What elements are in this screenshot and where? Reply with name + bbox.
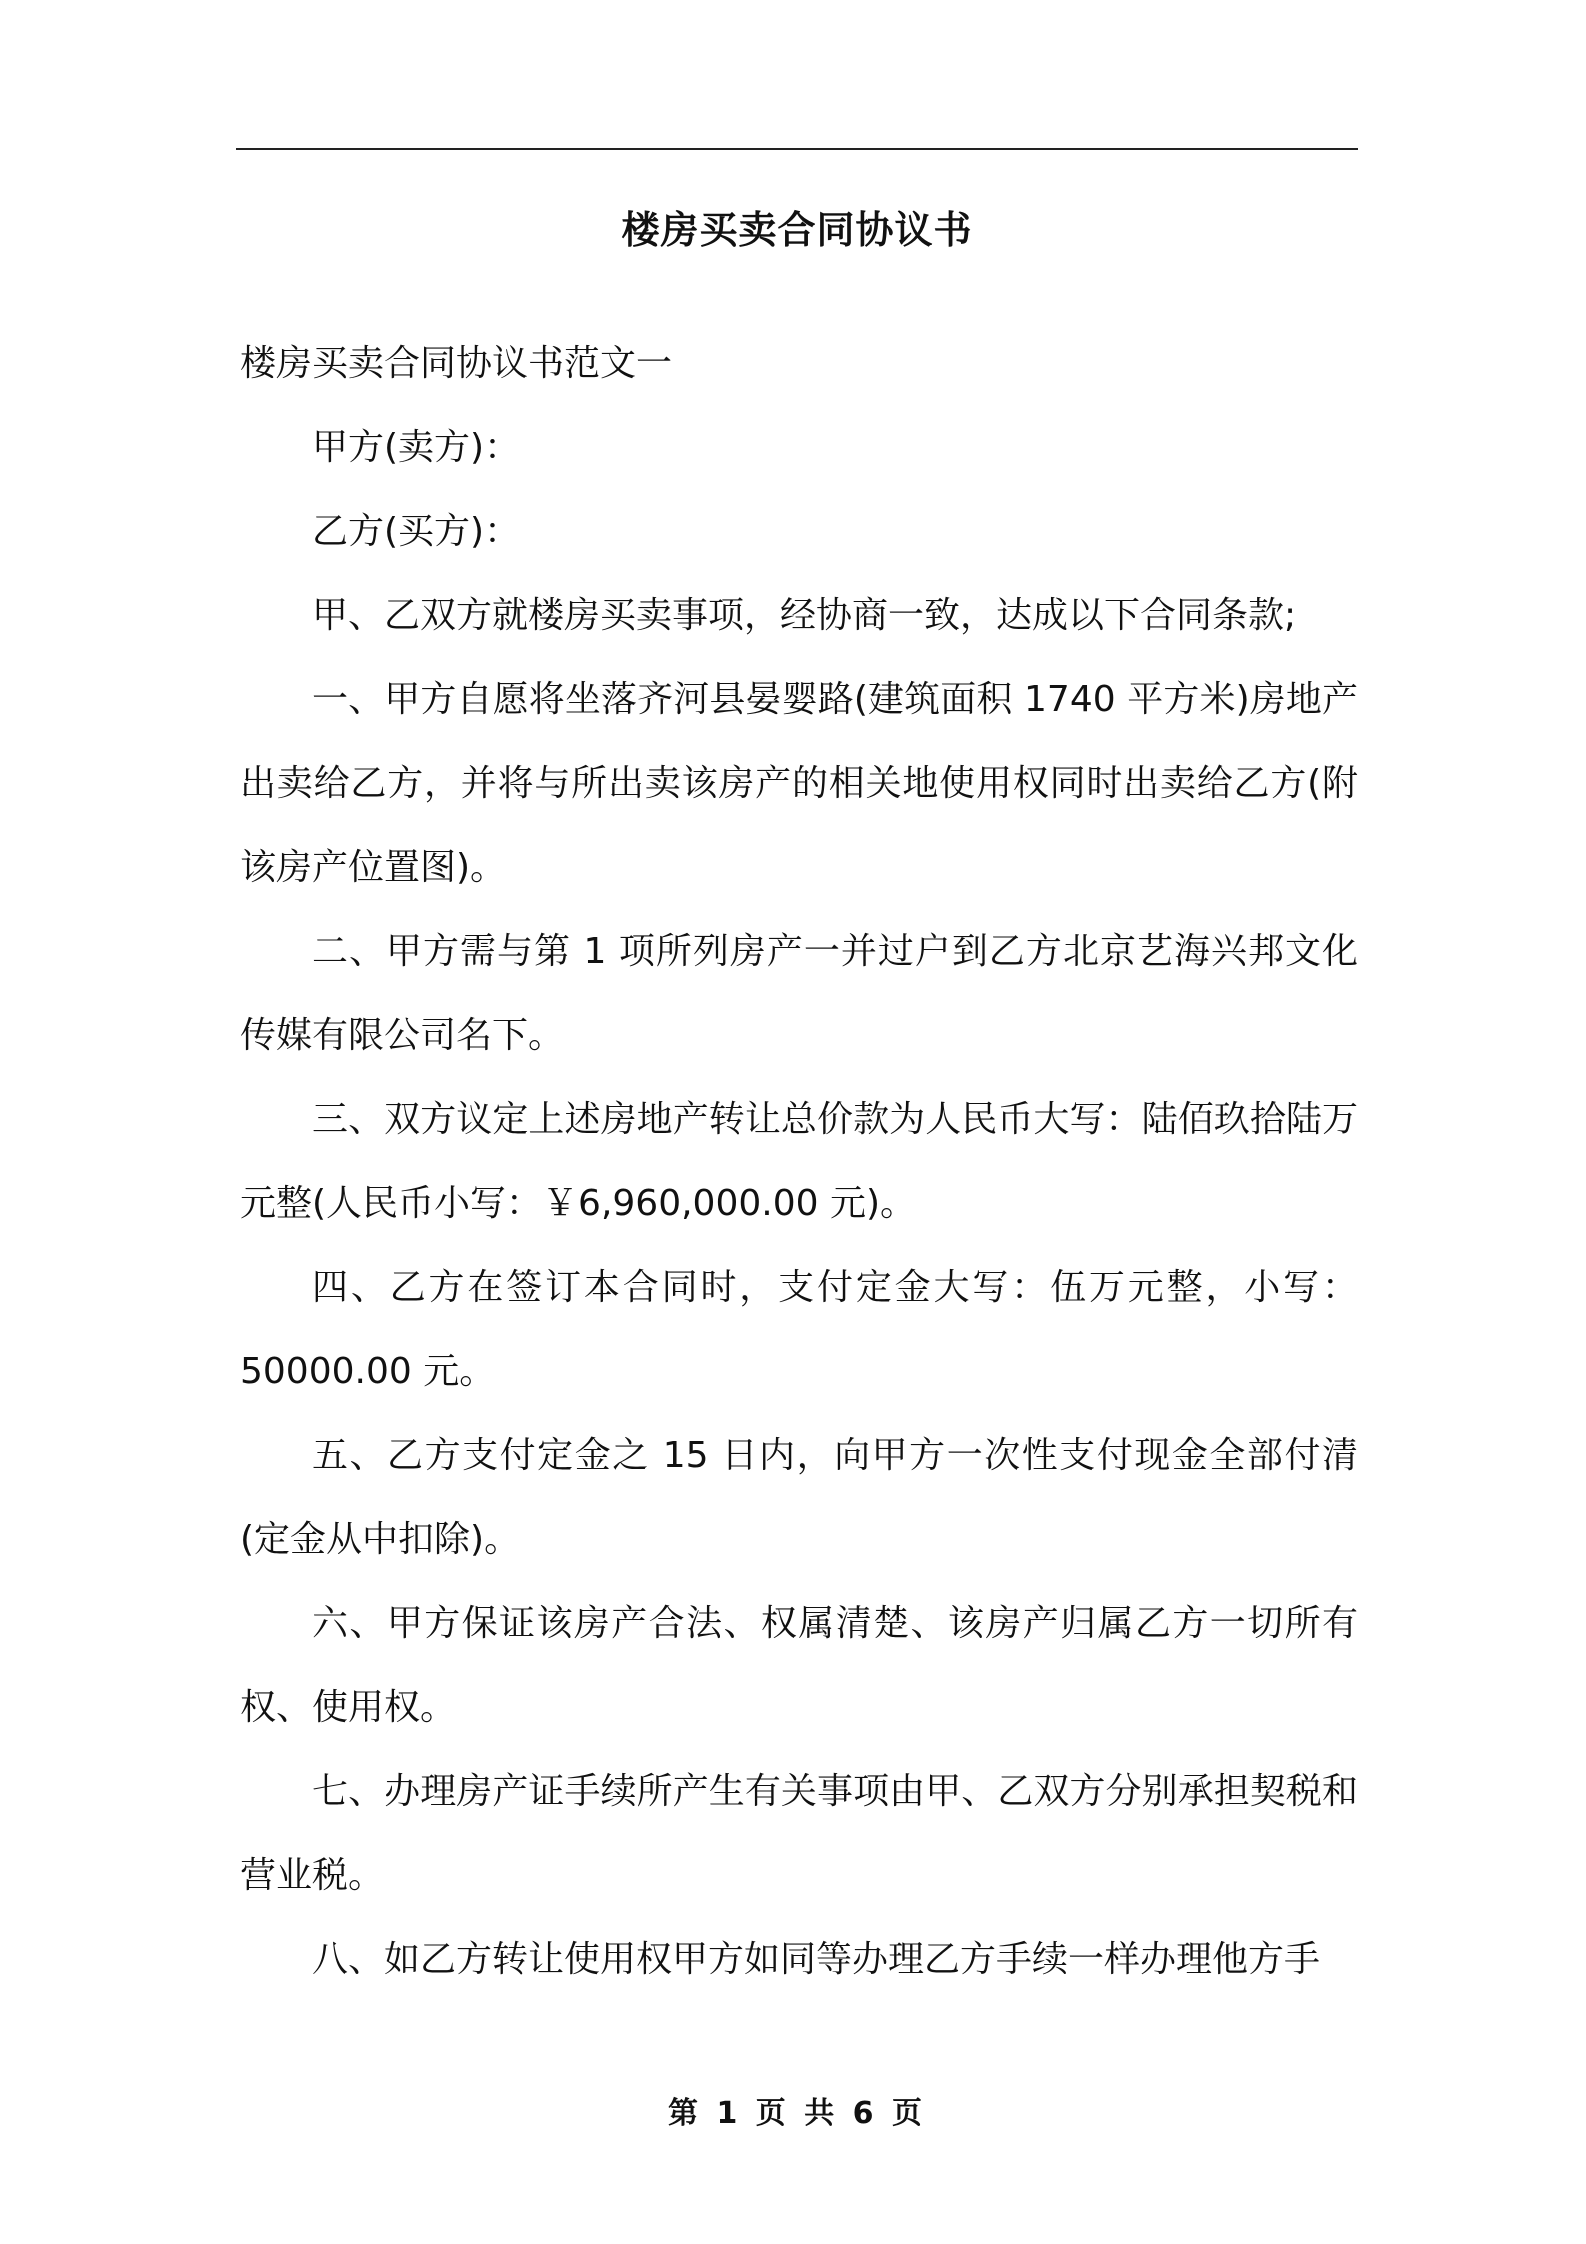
document-title: 楼房买卖合同协议书 [621,208,973,252]
clause-8: 八、如乙方转让使用权甲方如同等办理乙方手续一样办理他方手 [312,1939,1321,1980]
party-a-line: 甲方(卖方)： [312,427,521,468]
party-b-line: 乙方(买方)： [312,511,521,552]
header-rule [236,148,1358,150]
page-number: 第 1 页 共 6 页 [668,2096,926,2131]
intro-paragraph: 甲、乙双方就楼房买卖事项，经协商一致，达成以下合同条款; [312,595,1297,636]
clause-6: 六、甲方保证该房产合法、权属清楚、该房产归属乙方一切所有权、使用权。 [240,1603,1358,1728]
clause-1: 一、甲方自愿将坐落齐河县晏婴路(建筑面积 1740 平方米)房地产出卖给乙方，并将与所出卖该房产的相关地使用权同时出卖给乙方(附该房产位置图)。 [240,679,1358,888]
clause-2: 二、甲方需与第 1 项所列房产一并过户到乙方北京艺海兴邦文化传媒有限公司名下。 [240,931,1358,1056]
document-body [240,322,1358,2002]
clause-3: 三、双方议定上述房地产转让总价款为人民币大写：陆佰玖拾陆万元整(人民币小写：￥6,960,000.00 元)。 [240,1099,1358,1224]
clause-7: 七、办理房产证手续所产生有关事项由甲、乙双方分别承担契税和营业税。 [240,1771,1358,1896]
clause-4: 四、乙方在签订本合同时，支付定金大写：伍万元整，小写：50000.00 元。 [240,1267,1358,1392]
clause-5: 五、乙方支付定金之 15 日内，向甲方一次性支付现金全部付清(定金从中扣除)。 [240,1435,1358,1560]
document-subtitle: 楼房买卖合同协议书范文一 [240,343,673,384]
